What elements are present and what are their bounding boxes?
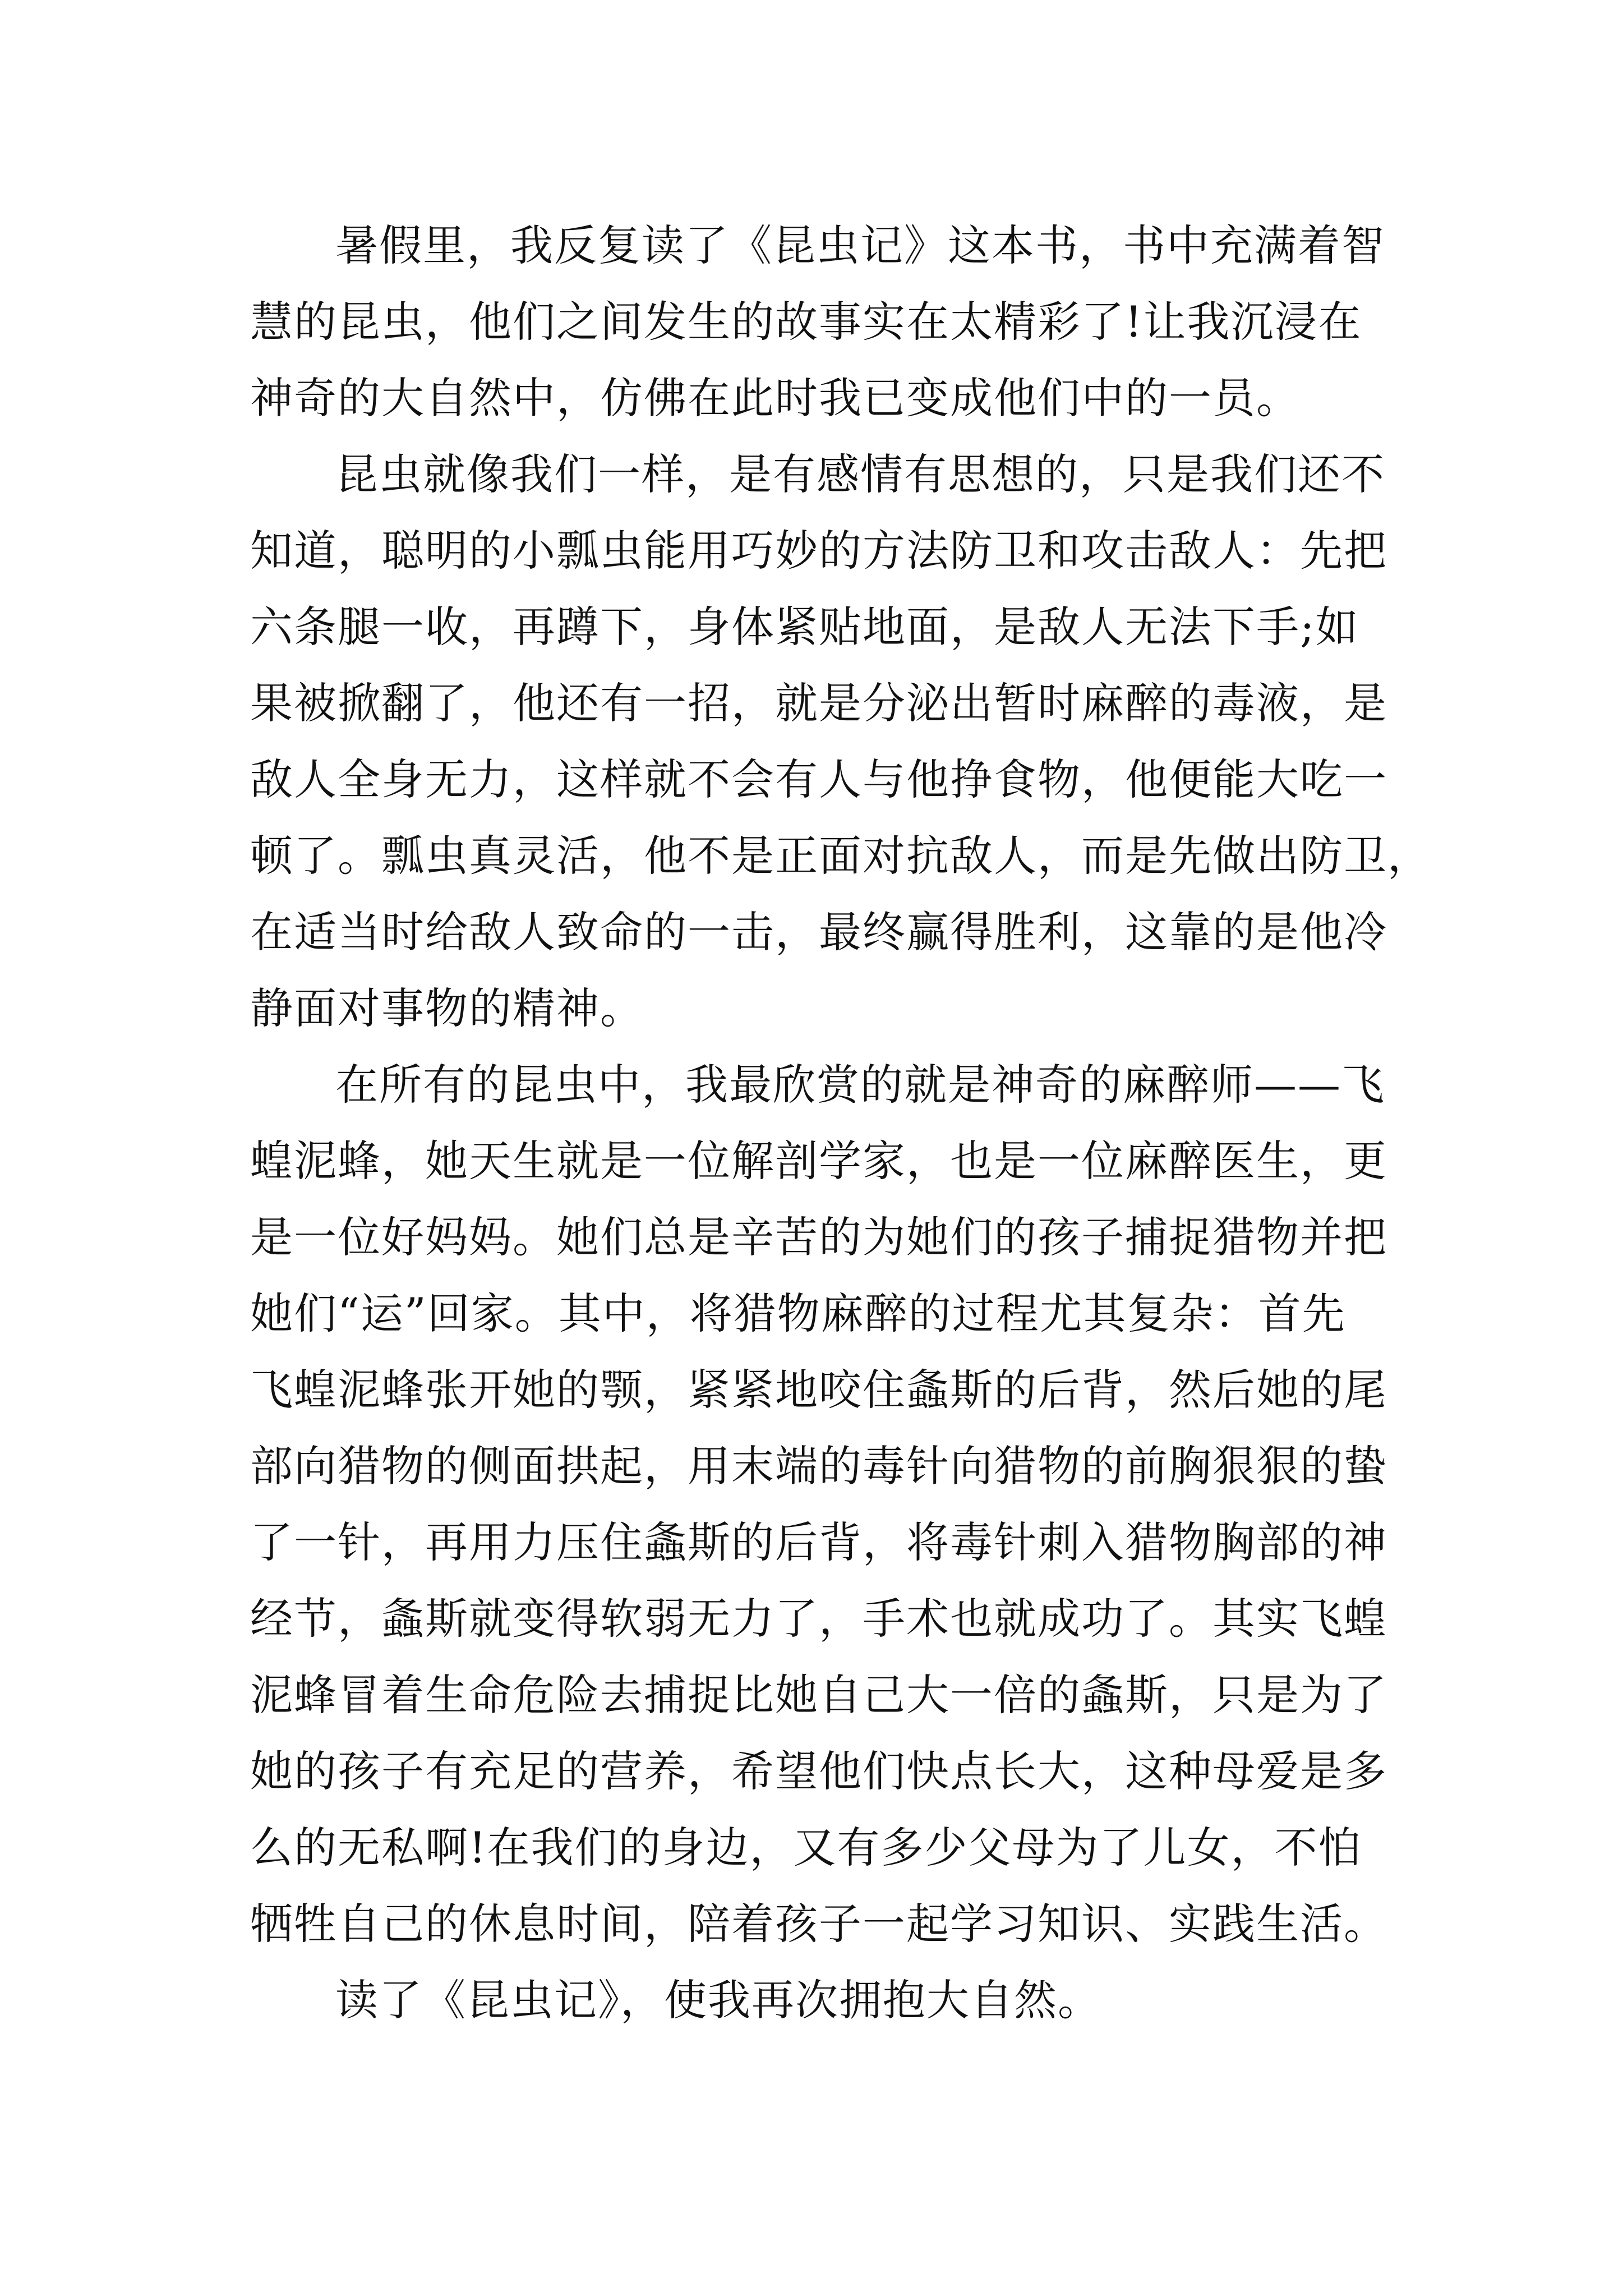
paragraph-1-line-2: 慧的昆虫，他们之间发生的故事实在太精彩了!让我沉浸在 (250, 297, 1362, 347)
paragraph-3-line-1: 在所有的昆虫中，我最欣赏的就是神奇的麻醉师——飞 (335, 1060, 1385, 1110)
paragraph-3-line-11: 么的无私啊!在我们的身边，又有多少父母为了儿女，不怕 (250, 1823, 1362, 1872)
paragraph-2-line-7: 在适当时给敌人致命的一击，最终赢得胜利，这靠的是他冷 (250, 907, 1387, 957)
paragraph-3-line-2: 蝗泥蜂，她天生就是一位解剖学家，也是一位麻醉医生，更 (250, 1136, 1387, 1186)
paragraph-2-line-8: 静面对事物的精神。 (250, 983, 644, 1033)
paragraph-2-line-5: 敌人全身无力，这样就不会有人与他挣食物，他便能大吃一 (250, 754, 1387, 804)
paragraph-3-line-10: 她的孩子有充足的营养，希望他们快点长大，这种母爱是多 (250, 1746, 1387, 1796)
paragraph-2-line-1: 昆虫就像我们一样，是有感情有思想的，只是我们还不 (335, 449, 1385, 499)
paragraph-3-line-4: 她们“运”回家。其中，将猎物麻醉的过程尤其复杂：首先 (250, 1289, 1346, 1338)
paragraph-1-line-1: 暑假里，我反复读了《昆虫记》这本书，书中充满着智 (335, 220, 1385, 270)
paragraph-2-line-3: 六条腿一收，再蹲下，身体紧贴地面，是敌人无法下手;如 (250, 602, 1359, 652)
paragraph-3-line-8: 经节，螽斯就变得软弱无力了，手术也就成功了。其实飞蝗 (250, 1594, 1387, 1644)
paragraph-2-line-2: 知道，聪明的小瓢虫能用巧妙的方法防卫和攻击敌人：先把 (250, 526, 1387, 576)
paragraph-2-line-4: 果被掀翻了，他还有一招，就是分泌出暂时麻醉的毒液，是 (250, 678, 1387, 728)
paragraph-3-line-9: 泥蜂冒着生命危险去捕捉比她自己大一倍的螽斯，只是为了 (250, 1670, 1387, 1720)
document-body (250, 208, 1431, 2039)
paragraph-3-line-3: 是一位好妈妈。她们总是辛苦的为她们的孩子捕捉猎物并把 (250, 1212, 1387, 1262)
paragraph-4-line-1: 读了《昆虫记》，使我再次拥抱大自然。 (335, 1975, 1101, 2025)
paragraph-1-line-3: 神奇的大自然中，仿佛在此时我已变成他们中的一员。 (250, 373, 1300, 423)
paragraph-3-line-6: 部向猎物的侧面拱起，用末端的毒针向猎物的前胸狠狠的蛰 (250, 1441, 1387, 1491)
paragraph-3-line-12: 牺牲自己的休息时间，陪着孩子一起学习知识、实践生活。 (250, 1899, 1387, 1949)
paragraph-3-line-5: 飞蝗泥蜂张开她的颚，紧紧地咬住螽斯的后背，然后她的尾 (250, 1365, 1387, 1415)
paragraph-2-line-6: 顿了。瓢虫真灵活，他不是正面对抗敌人，而是先做出防卫， (250, 831, 1431, 881)
paragraph-3-line-7: 了一针，再用力压住螽斯的后背，将毒针刺入猎物胸部的神 (250, 1517, 1387, 1567)
